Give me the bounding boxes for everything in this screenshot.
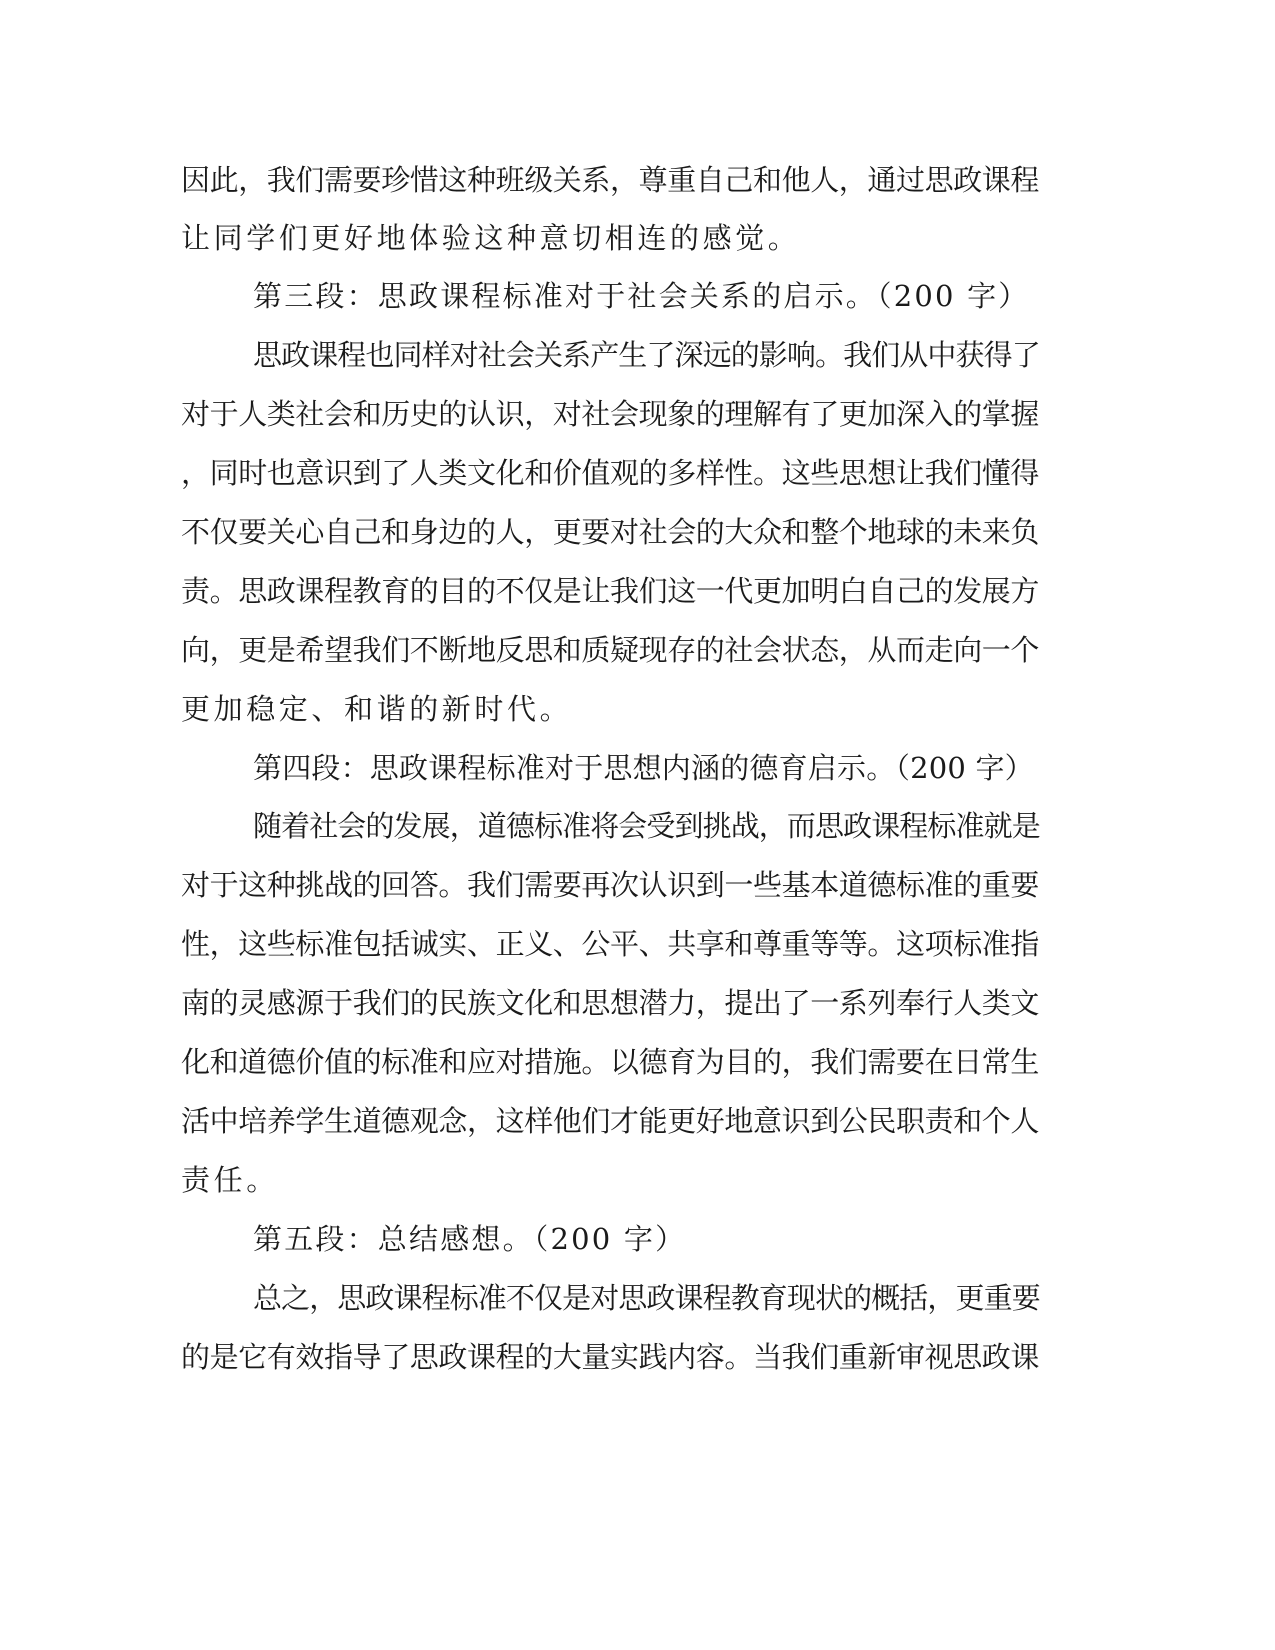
paragraph-line: 更加稳定、和谐的新时代。 <box>181 692 573 726</box>
paragraph-line: 随着社会的发展，道德标准将会受到挑战，而思政课程标准就是 <box>253 809 1040 843</box>
section-heading-3: 第三段：思政课程标准对于社会关系的启示。（200 字） <box>253 279 1030 313</box>
paragraph-line: 因此，我们需要珍惜这种班级关系，尊重自己和他人，通过思政课程 <box>181 163 1040 197</box>
paragraph-line: 思政课程也同样对社会关系产生了深远的影响。我们从中获得了 <box>253 338 1040 372</box>
paragraph-line: 活中培养学生道德观念，这样他们才能更好地意识到公民职责和个人 <box>181 1104 1040 1138</box>
paragraph-line: 对于人类社会和历史的认识，对社会现象的理解有了更加深入的掌握 <box>181 397 1040 431</box>
paragraph-line: 向，更是希望我们不断地反思和质疑现存的社会状态，从而走向一个 <box>181 633 1040 667</box>
paragraph-line: 的是它有效指导了思政课程的大量实践内容。当我们重新审视思政课 <box>181 1340 1040 1374</box>
paragraph-line: 对于这种挑战的回答。我们需要再次认识到一些基本道德标准的重要 <box>181 868 1040 902</box>
paragraph-line: ，同时也意识到了人类文化和价值观的多样性。这些思想让我们懂得 <box>181 456 1040 490</box>
section-heading-5: 第五段：总结感想。（200 字） <box>253 1222 687 1256</box>
paragraph-line: 责。思政课程教育的目的不仅是让我们这一代更加明白自己的发展方 <box>181 574 1040 608</box>
paragraph-line: 不仅要关心自己和身边的人，更要对社会的大众和整个地球的未来负 <box>181 515 1040 549</box>
section-heading-4: 第四段：思政课程标准对于思想内涵的德育启示。（200 字） <box>253 751 1034 785</box>
paragraph-line: 让同学们更好地体验这种意切相连的感觉。 <box>181 221 801 255</box>
paragraph-line: 化和道德价值的标准和应对措施。以德育为目的，我们需要在日常生 <box>181 1045 1040 1079</box>
paragraph-line: 南的灵感源于我们的民族文化和思想潜力，提出了一系列奉行人类文 <box>181 986 1040 1020</box>
paragraph-line: 责任。 <box>181 1163 279 1197</box>
paragraph-line: 总之，思政课程标准不仅是对思政课程教育现状的概括，更重要 <box>253 1281 1040 1315</box>
paragraph-line: 性，这些标准包括诚实、正义、公平、共享和尊重等等。这项标准指 <box>181 927 1040 961</box>
